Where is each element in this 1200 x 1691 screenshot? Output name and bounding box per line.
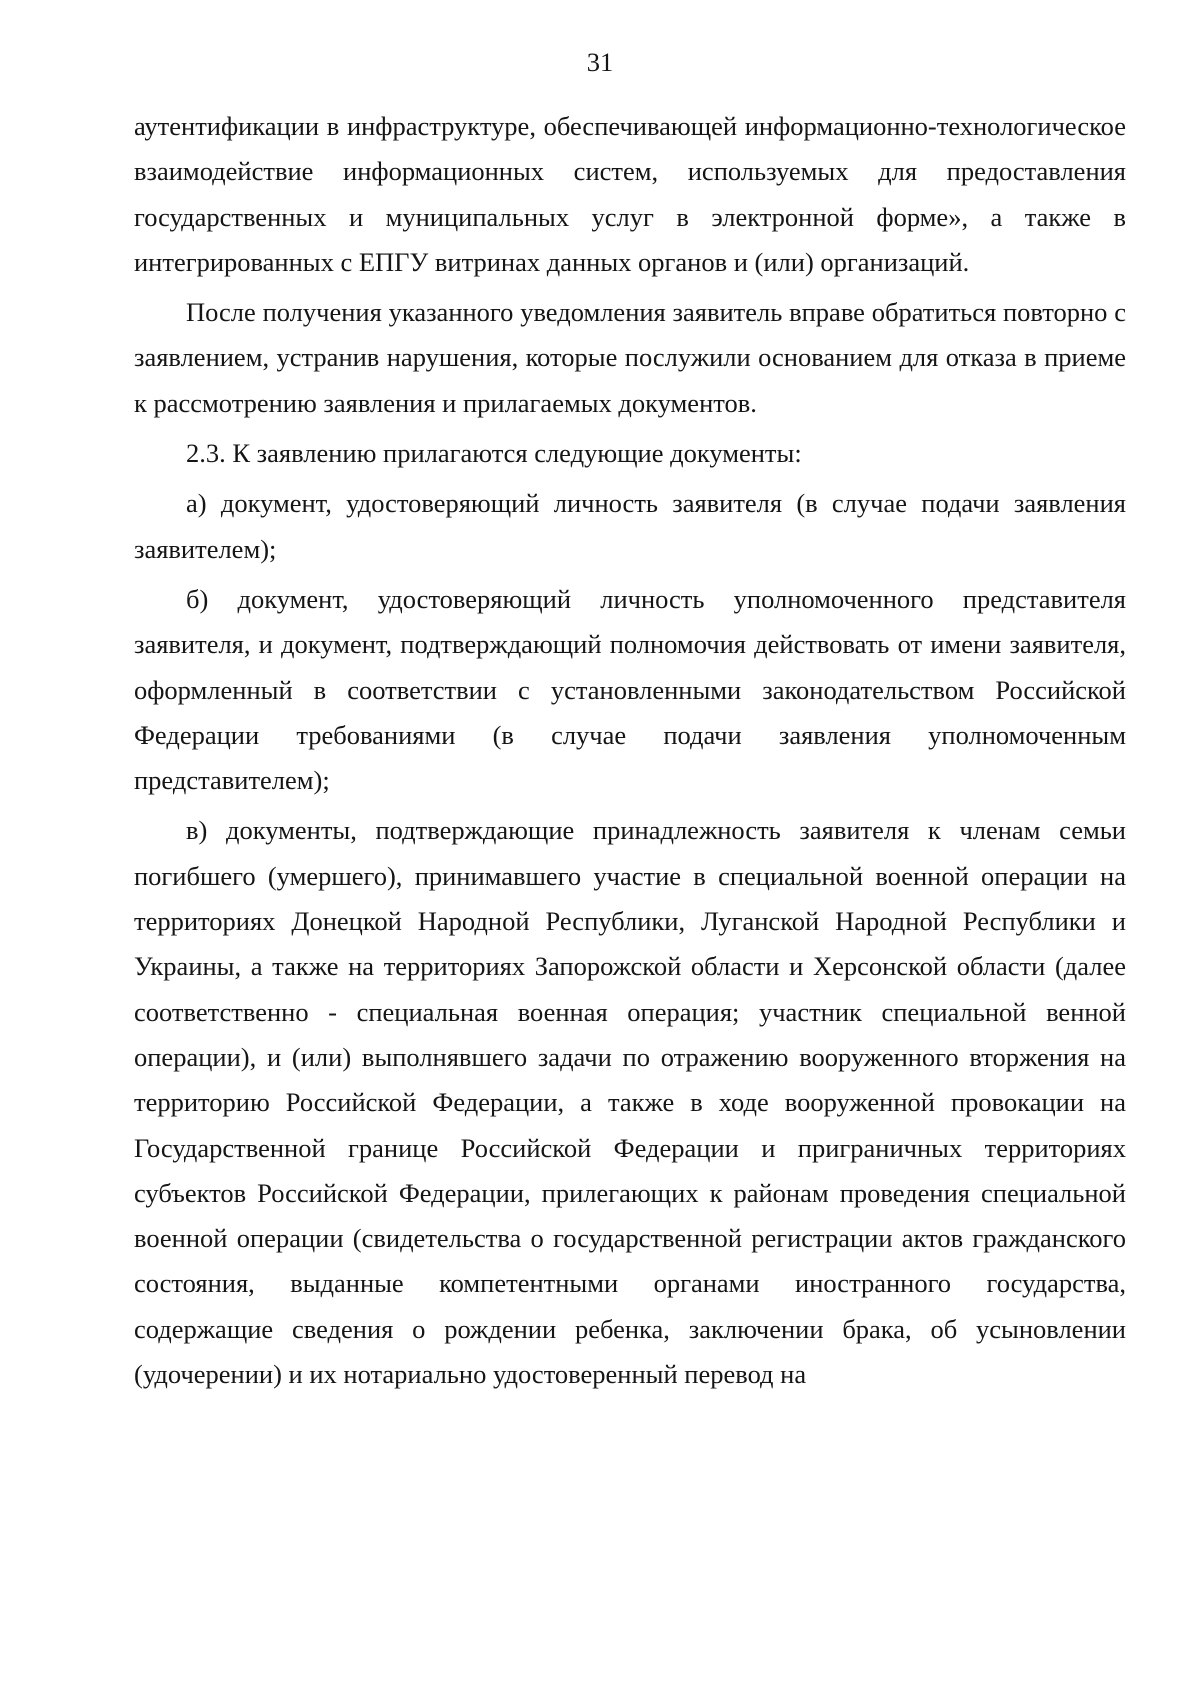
paragraph-section-2-3: 2.3. К заявлению прилагаются следующие документы: — [186, 438, 802, 469]
list-item-v: в) документы, подтверждающие принадлежность заявителя к членам семьи погибшего (умершего), принимавшего участие в специальной военной операции на территориях Донецкой Народной Республики, Луганской Народной Республики и Украины, а также на территориях Запорожской области и Херсонской области (далее соответственно - специальная военная операция; участник специальной венной операции), и (или) выполнявшего задачи по отражению вооруженного вторжения на территорию Российской Федерации, а также в ходе вооруженной провокации на Государственной границе Российской Федерации и приграничных территориях субъектов Российской Федерации, прилегающих к районам проведения специальной военной операции (свидетельства о государственной регистрации актов гражданского состояния, выданные компетентными органами иностранного государства, содержащие сведения о рождении ребенка, заключении брака, об усыновлении (удочерении) и их нотариально удостоверенный перевод на — [134, 815, 1126, 1390]
document-body — [134, 104, 1126, 1402]
list-item-a: а) документ, удостоверяющий личность заявителя (в случае подачи заявления заявителем); — [134, 488, 1126, 564]
page-number: 31 — [586, 47, 614, 77]
paragraph-repeat-application: После получения указанного уведомления заявитель вправе обратиться повторно с заявлением, устранив нарушения, которые послужили основанием для отказа в приеме к рассмотрению заявления и прилагаемых документов. — [134, 297, 1126, 418]
paragraph-authentication-continuation: аутентификации в инфраструктуре, обеспечивающей информационно-технологическое взаимодействие информационных систем, используемых для предоставления государственных и муниципальных услуг в электронной форме», а также в интегрированных с ЕПГУ витринах данных органов и (или) организаций. — [134, 111, 1126, 277]
list-item-b: б) документ, удостоверяющий личность уполномоченного представителя заявителя, и документ, подтверждающий полномочия действовать от имени заявителя, оформленный в соответствии с установленными законодательством Российской Федерации требованиями (в случае подачи заявления уполномоченным представителем); — [134, 583, 1126, 796]
